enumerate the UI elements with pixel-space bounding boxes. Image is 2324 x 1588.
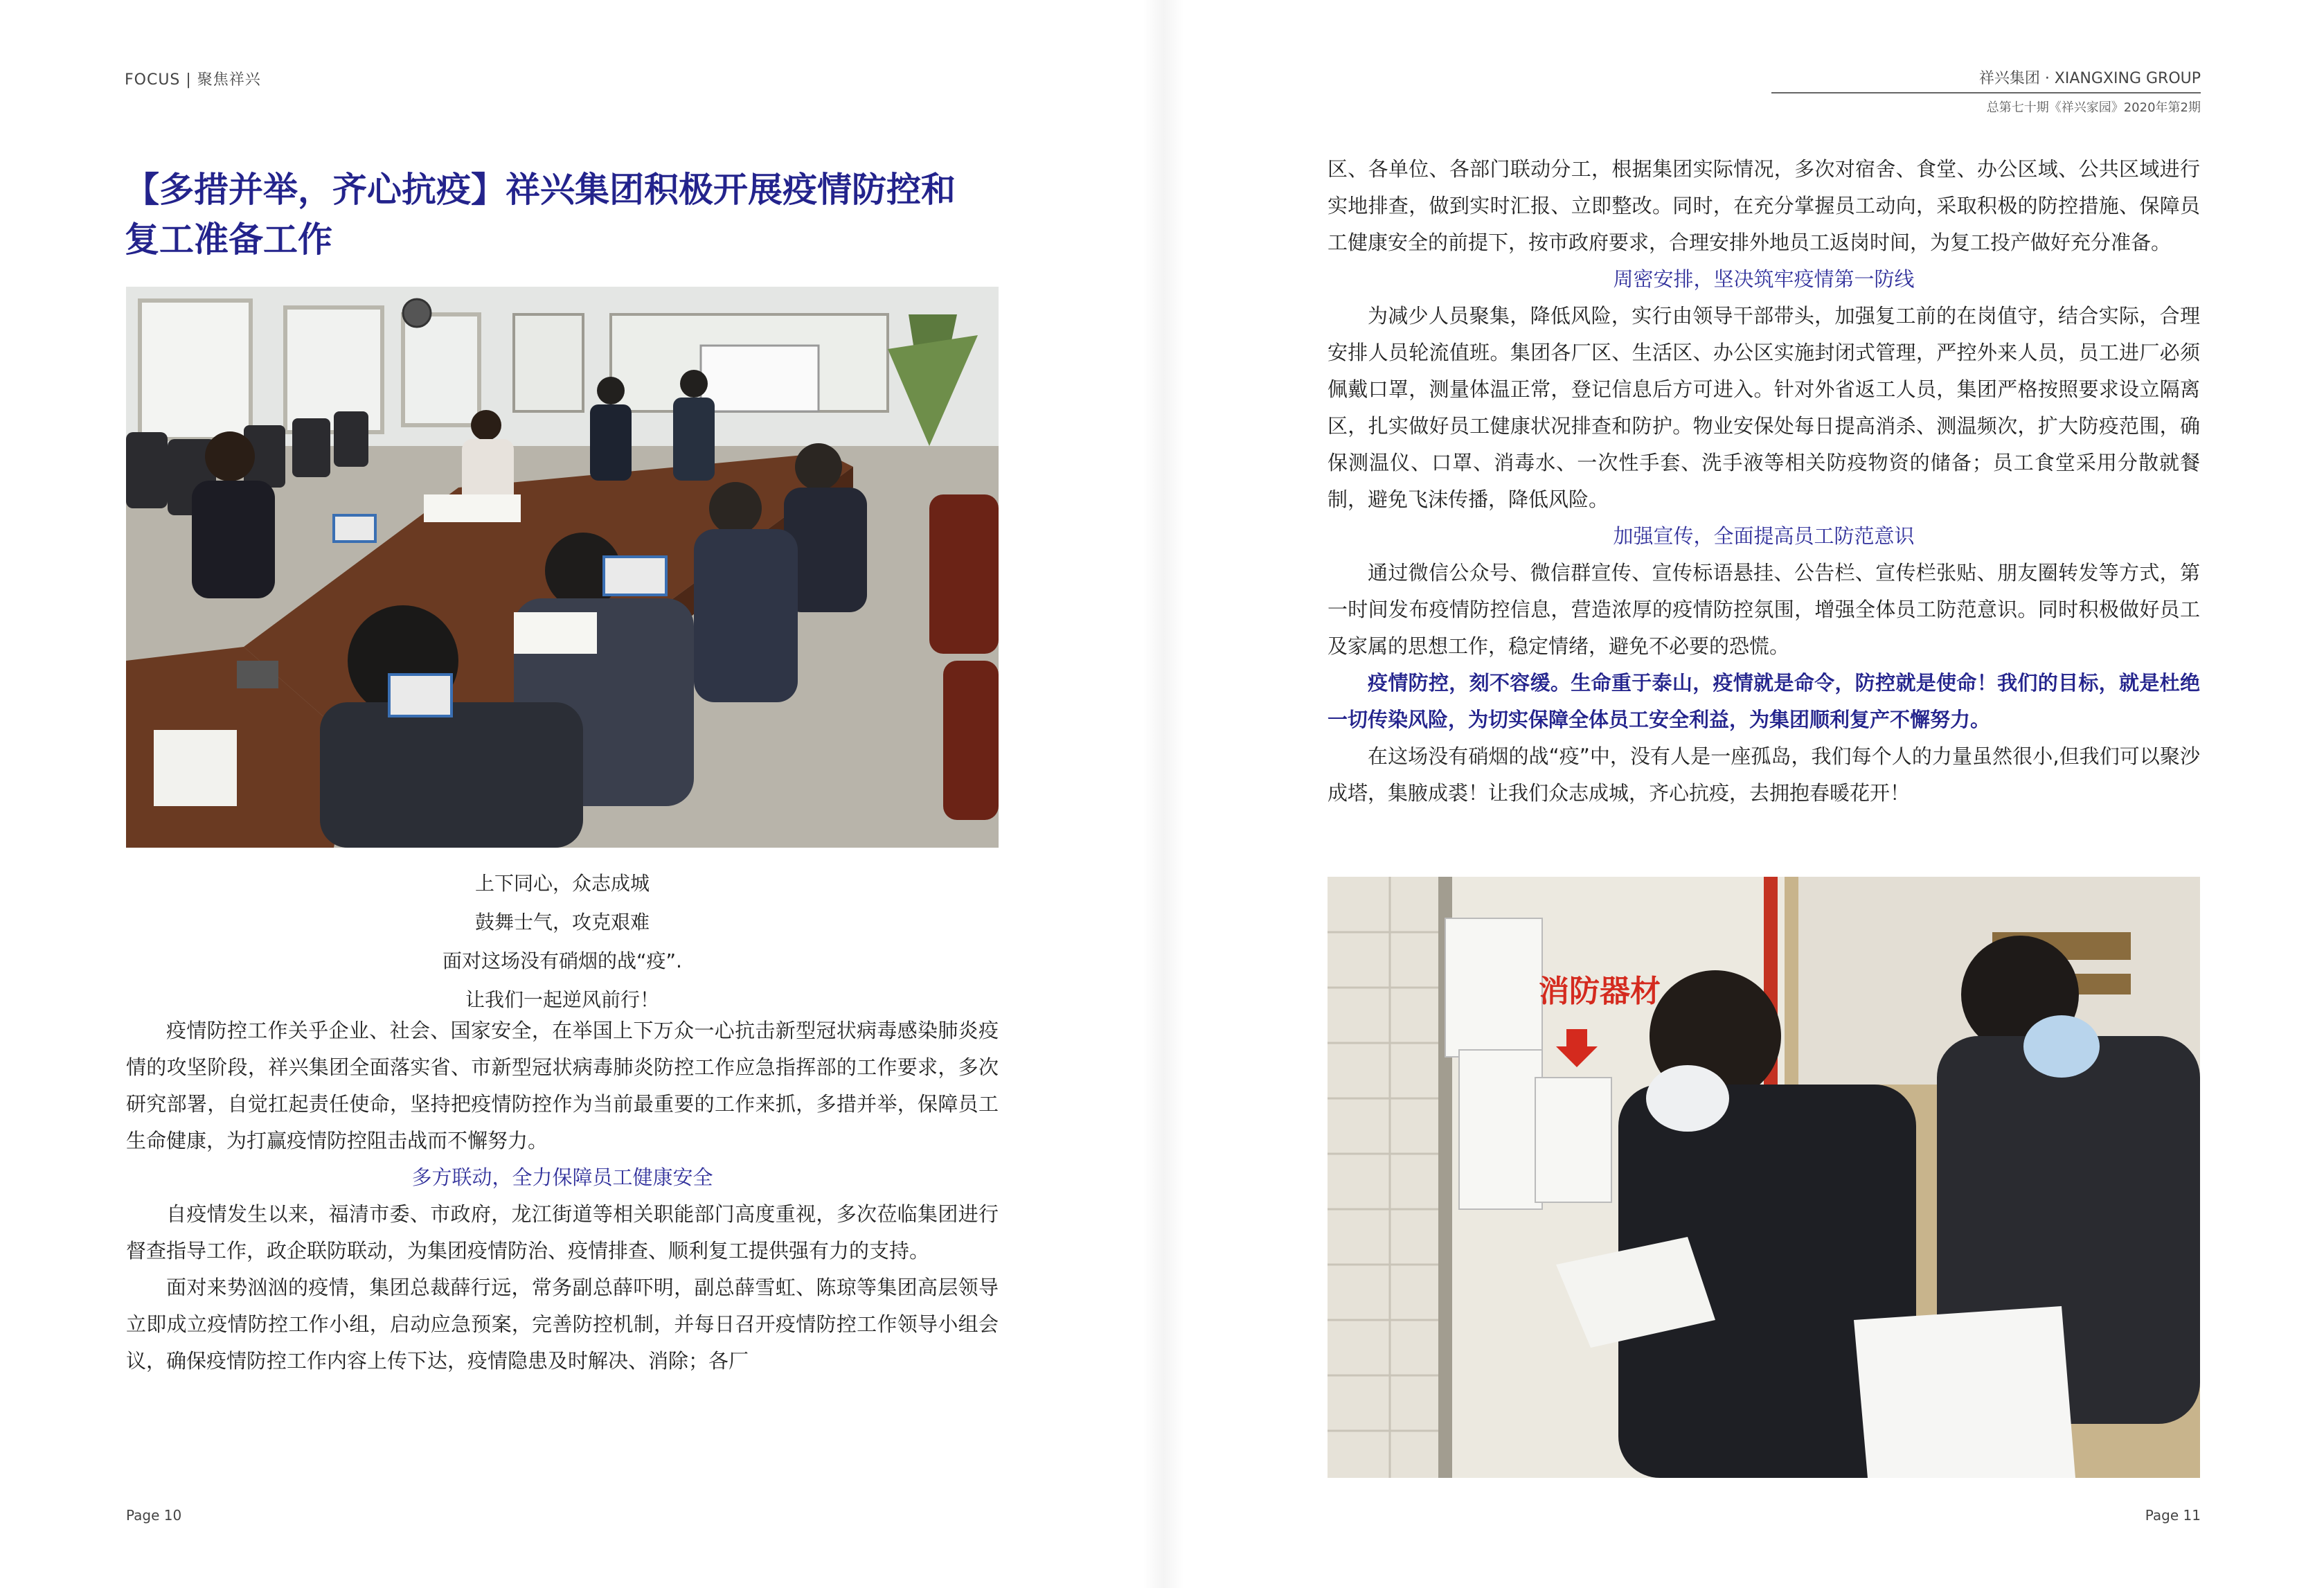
caption-line-2: 鼓舞士气，攻克艰难 xyxy=(474,911,650,934)
left-column xyxy=(126,1012,999,1380)
title-line-2: 复工准备工作 xyxy=(125,220,332,260)
body-paragraph: 通过微信公众号、微信群宣传、宣传标语悬挂、公告栏、宣传栏张贴、朋友圈转发等方式，第一时间发布疫情防控信息，营造浓厚的疫情防控氛围，增强全体员工防范意识。同时积极做好员工及家属的思想工作，稳定情绪，避免不必要的恐慌。 xyxy=(1328,561,2200,658)
article-title xyxy=(125,165,1025,265)
page-gutter xyxy=(1143,0,1184,1588)
section-subheading: 加强宣传，全面提高员工防范意识 xyxy=(1613,524,1915,548)
body-paragraph-continued: 区、各单位、各部门联动分工，根据集团实际情况，多次对宿舍、食堂、办公区域、公共区域进行实地排查，做到实时汇报、立即整改。同时，在充分掌握员工动向，采取积极的防控措施、保障员工健康安全的前提下，按市政府要求，合理安排外地员工返岗时间，为复工投产做好充分准备。 xyxy=(1328,157,2200,254)
section-header: FOCUS | 聚焦祥兴 xyxy=(125,71,261,89)
caption-line-4: 让我们一起逆风前行！ xyxy=(465,988,659,1011)
body-paragraph: 疫情防控工作关乎企业、社会、国家安全，在举国上下万众一心抗击新型冠状病毒感染肺炎疫情的攻坚阶段，祥兴集团全面落实省、市新型冠状病毒肺炎防控工作应急指挥部的工作要求，多次研究部署，自觉扛起责任使命，坚持把疫情防控作为当前最重要的工作来抓，多措并举，保障员工生命健康，为打赢疫情防控阻击战而不懈努力。 xyxy=(126,1019,999,1152)
publication-header xyxy=(1771,66,2201,116)
title-line-1: 【多措并举，齐心抗疫】祥兴集团积极开展疫情防控和 xyxy=(125,170,956,210)
photo-caption xyxy=(126,864,999,1019)
section-subheading: 周密安排，坚决筑牢疫情第一防线 xyxy=(1613,267,1915,291)
page-number-right: Page 11 xyxy=(2145,1507,2201,1524)
body-paragraph: 在这场没有硝烟的战“疫”中，没有人是一座孤岛，我们每个人的力量虽然很小,但我们可以聚沙成塔，集腋成裘！让我们众志成城，齐心抗疫，去拥抱春暖花开！ xyxy=(1328,744,2200,805)
section-subheading: 多方联动，全力保障员工健康安全 xyxy=(411,1166,713,1189)
issue-label: 总第七十期《祥兴家园》2020年第2期 xyxy=(1986,100,2201,115)
fire-equipment-sign: 消防器材 xyxy=(1539,974,1661,1009)
body-paragraph: 自疫情发生以来，福清市委、市政府，龙江街道等相关职能部门高度重视，多次莅临集团进行督查指导工作，政企联防联动，为集团疫情防治、疫情排查、顺利复工提供强有力的支持。 xyxy=(126,1202,999,1263)
caption-line-3: 面对这场没有硝烟的战“疫”. xyxy=(443,949,682,972)
page-number-left: Page 10 xyxy=(126,1507,182,1524)
body-paragraph: 为减少人员聚集，降低风险，实行由领导干部带头，加强复工前的在岗值守，结合实际，合理安排人员轮流值班。集团各厂区、生活区、办公区实施封闭式管理，严控外来人员，员工进厂必须佩戴口罩，测量体温正常，登记信息后方可进入。针对外省返工人员，集团严格按照要求设立隔离区，扎实做好员工健康状况排查和防护。物业安保处每日提高消杀、测温频次，扩大防疫范围，确保测温仪、口罩、消毒水、一次性手套、洗手液等相关防疫物资的储备；员工食堂采用分散就餐制，避免飞沫传播，降低风险。 xyxy=(1328,304,2200,511)
meeting-room-photo xyxy=(126,287,999,848)
emphasis-paragraph: 疫情防控，刻不容缓。生命重于泰山，疫情就是命令，防控就是使命！我们的目标，就是杜绝一切传染风险，为切实保障全体员工安全利益，为集团顺利复产不懈努力。 xyxy=(1328,671,2200,731)
header-rule xyxy=(1771,92,2201,93)
inspection-photo xyxy=(1328,877,2200,1478)
brand-label: 祥兴集团 · XIANGXING GROUP xyxy=(1978,70,2201,87)
body-paragraph: 面对来势汹汹的疫情，集团总裁薛行远，常务副总薛吓明，副总薛雪虹、陈琼等集团高层领导立即成立疫情防控工作小组，启动应急预案，完善防控机制，并每日召开疫情防控工作领导小组会议，确保疫情防控工作内容上传下达，疫情隐患及时解决、消除；各厂 xyxy=(126,1276,999,1373)
right-column xyxy=(1328,151,2200,812)
caption-line-1: 上下同心，众志成城 xyxy=(474,872,650,895)
